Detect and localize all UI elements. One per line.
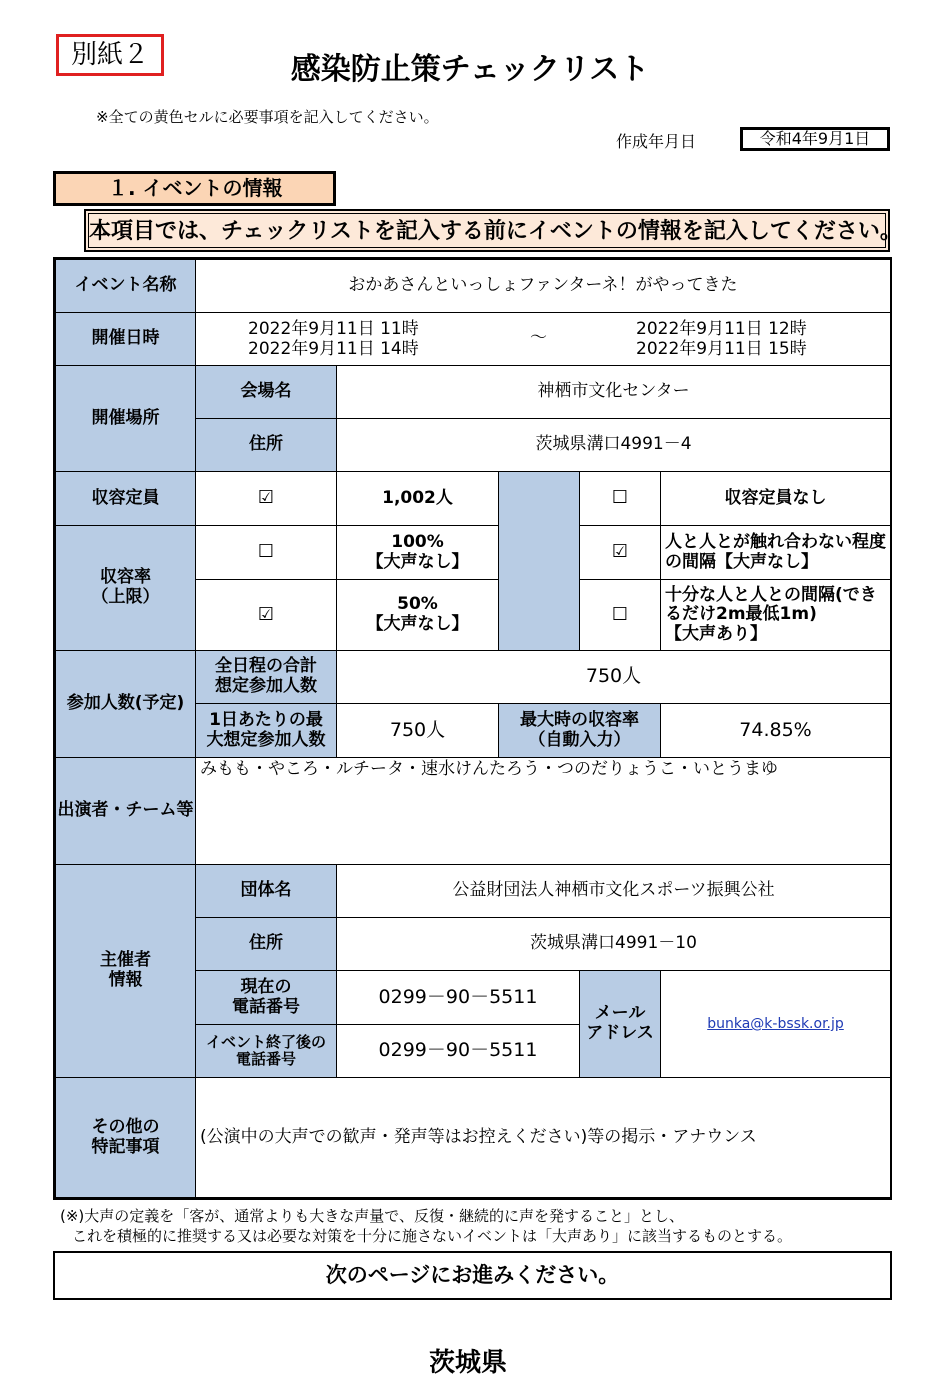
capacity-none-label: 収容定員なし	[660, 471, 891, 526]
rate-spacing-checkbox[interactable]: ☐	[579, 579, 661, 651]
rate-50-label: 50% 【大声なし】	[336, 579, 499, 651]
capacity-none-checkbox[interactable]: ☐	[579, 471, 661, 526]
organizer-address-label: 住所	[195, 917, 337, 971]
performers-label: 出演者・チーム等	[55, 757, 196, 865]
document-title: 感染防止策チェックリスト	[290, 52, 650, 87]
footer-organization: 茨城県	[428, 1348, 507, 1378]
section-notice-text: 本項目では、チェックリストを記入する前にイベントの情報を記入してください。	[88, 213, 886, 248]
attendance-label: 参加人数(予定)	[55, 650, 196, 758]
total-attendance-label: 全日程の合計 想定参加人数	[195, 650, 337, 704]
rate-50-checkbox[interactable]: ☑	[195, 579, 337, 651]
venue-name-field[interactable]: 神栖市文化センター	[336, 365, 891, 419]
daily-attendance-label: 1日あたりの最 大想定参加人数	[195, 703, 337, 758]
venue-name-label: 会場名	[195, 365, 337, 419]
email-link[interactable]: bunka@k-bssk.or.jp	[707, 1015, 844, 1032]
capacity-rate-label: 収容率 （上限）	[55, 525, 196, 651]
daily-attendance-field[interactable]: 750人	[336, 703, 499, 758]
venue-address-field[interactable]: 茨城県溝口4991－4	[336, 418, 891, 472]
email-label: メール アドレス	[579, 970, 661, 1078]
phone-label: 現在の 電話番号	[195, 970, 337, 1025]
max-rate-value: 74.85%	[660, 703, 891, 758]
start-datetime-1: 2022年9月11日 11時	[248, 319, 419, 339]
capacity-count-checkbox[interactable]: ☑	[195, 471, 337, 526]
organizer-name-field[interactable]: 公益財団法人神栖市文化スポーツ振興公社	[336, 864, 891, 918]
notes-label: その他の 特記事項	[55, 1077, 196, 1198]
section-notice	[84, 209, 902, 252]
performers-field[interactable]: みもも・やころ・ルチータ・速水けんたろう・つのだりょうこ・いとうまゆ	[195, 757, 891, 865]
creation-date-field[interactable]: 令和4年9月1日	[740, 127, 890, 151]
notes-field[interactable]: (公演中の大声での歓声・発声等はお控えください)等の掲示・アナウンス	[195, 1077, 891, 1198]
capacity-divider-cell	[498, 471, 580, 651]
email-field[interactable]	[660, 970, 891, 1078]
event-dates-field[interactable]	[195, 312, 891, 366]
end-datetime-2: 2022年9月11日 15時	[636, 339, 807, 359]
capacity-count-field[interactable]: 1,002人	[336, 471, 499, 526]
organizer-address-field[interactable]: 茨城県溝口4991－10	[336, 917, 891, 971]
footnote-line-1: (※)大声の定義を「客が、通常よりも大きな声量で、反復・継続的に声を発すること」とし、	[60, 1207, 684, 1225]
phone-after-field[interactable]: 0299－90－5511	[336, 1024, 580, 1078]
event-name-label: イベント名称	[55, 259, 196, 313]
footnote-line-2: これを積極的に推奨する又は必要な対策を十分に施さないイベントは「大声あり」に該当するものとする。	[72, 1227, 793, 1245]
event-info-table	[53, 257, 892, 1200]
total-attendance-field[interactable]: 750人	[336, 650, 891, 704]
phone-field[interactable]: 0299－90－5511	[336, 970, 580, 1025]
instruction-note: ※全ての黄色セルに必要事項を記入してください。	[96, 108, 439, 126]
event-name-field[interactable]: おかあさんといっしょファンターネ！がやってきた	[195, 259, 891, 313]
event-dates-label: 開催日時	[55, 312, 196, 366]
rate-distance-label: 人と人とが触れ合わない程度の間隔【大声なし】	[660, 525, 891, 580]
rate-100-label: 100% 【大声なし】	[336, 525, 499, 580]
rate-distance-checkbox[interactable]: ☑	[579, 525, 661, 580]
max-rate-label: 最大時の収容率 （自動入力）	[498, 703, 661, 758]
end-datetime-1: 2022年9月11日 12時	[636, 319, 807, 339]
venue-address-label: 住所	[195, 418, 337, 472]
phone-after-label: イベント終了後の 電話番号	[195, 1024, 337, 1078]
date-range-tilde: ～	[530, 328, 547, 348]
rate-100-checkbox[interactable]: ☐	[195, 525, 337, 580]
organizer-name-label: 団体名	[195, 864, 337, 918]
start-datetime-2: 2022年9月11日 14時	[248, 339, 419, 359]
venue-label: 開催場所	[55, 365, 196, 472]
next-page-notice: 次のページにお進みください。	[53, 1251, 892, 1300]
section-heading: １. イベントの情報	[53, 171, 336, 206]
organizer-label: 主催者 情報	[55, 864, 196, 1078]
appendix-label: 別紙２	[56, 34, 164, 76]
footnote	[60, 1206, 792, 1246]
capacity-label: 収容定員	[55, 471, 196, 526]
rate-spacing-label: 十分な人と人との間隔(できるだけ2m最低1m) 【大声あり】	[660, 579, 891, 651]
creation-date-label: 作成年月日	[616, 132, 697, 151]
